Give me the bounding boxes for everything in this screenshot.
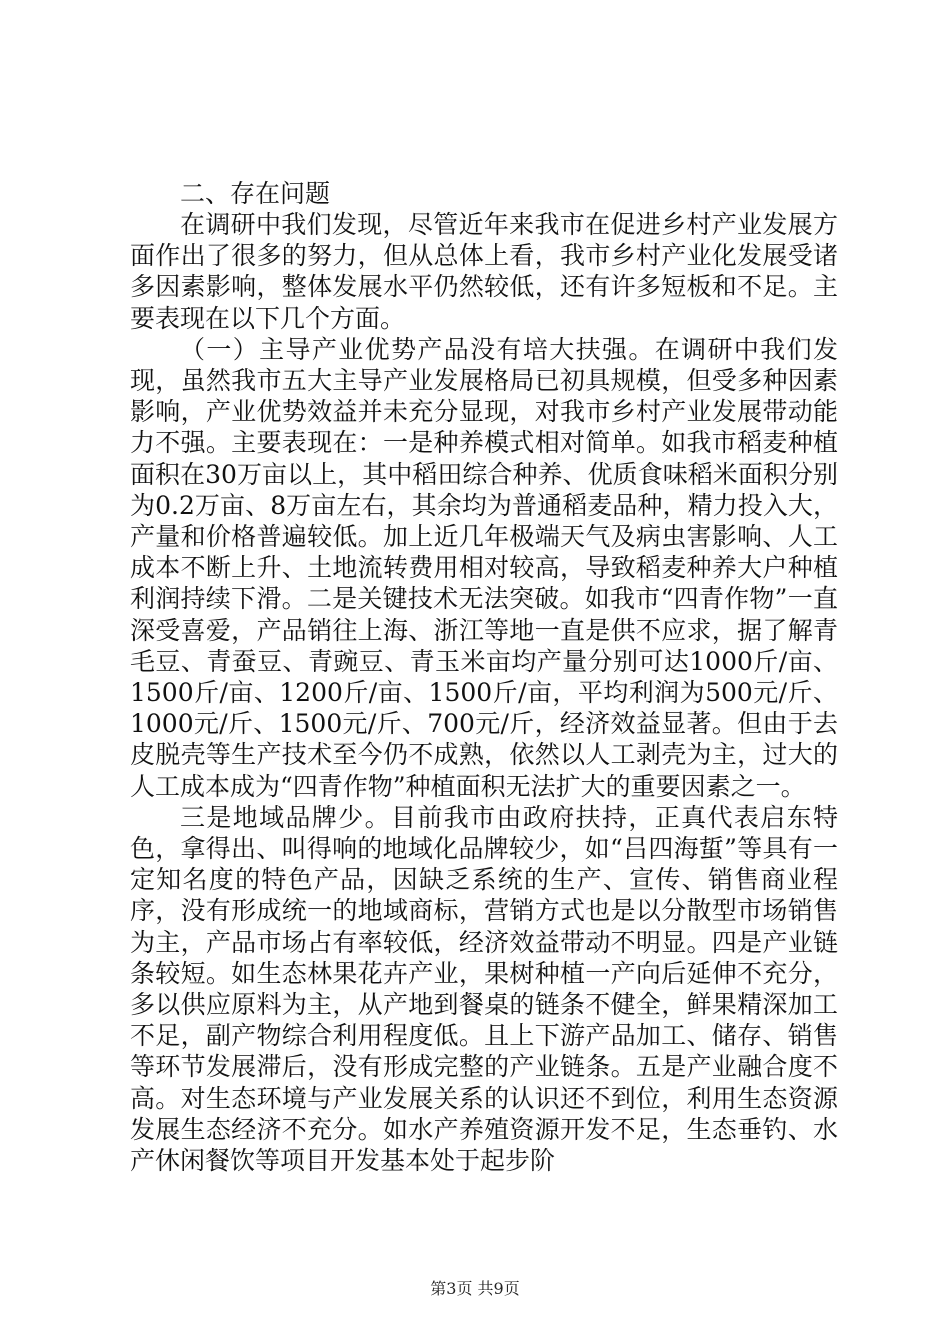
paragraph-continued: 三是地域品牌少。目前我市由政府扶持，正真代表启东特色，拿得出、叫得响的地域化品牌较少，如“吕四海蜇”等具有一定知名度的特色产品，因缺乏系统的生产、宣传、销售商业程序，没有形成统一的地域商标，营销方式也是以分散型市场销售为主，产品市场占有率较低，经济效益带动不明显。四是产业链条较短。如生态林果花卉产业，果树种植一产向后延伸不充分，多以供应原料为主，从产地到餐桌的链条不健全，鲜果精深加工不足，副产物综合利用程度低。且上下游产品加工、储存、销售等环节发展滞后，没有形成完整的产业链条。五是产业融合度不高。对生态环境与产业发展关系的认识还不到位，利用生态资源发展生态经济不充分。如水产养殖资源开发不足，生态垂钓、水产休闲餐饮等项目开发基本处于起步阶 bbox=[130, 802, 838, 1176]
page-footer: 第3页 共9页 bbox=[430, 1279, 520, 1298]
paragraph-intro: 在调研中我们发现，尽管近年来我市在促进乡村产业发展方面作出了很多的努力，但从总体上看，我市乡村产业化发展受诸多因素影响，整体发展水平仍然较低，还有许多短板和不足。主要表现在以下几个方面。 bbox=[130, 210, 838, 333]
document-body bbox=[130, 178, 838, 1176]
section-heading: 二、存在问题 bbox=[180, 179, 331, 208]
paragraph-section-one: （一）主导产业优势产品没有培大扶强。在调研中我们发现，虽然我市五大主导产业发展格局已初具规模，但受多种因素影响，产业优势效益并未充分显现，对我市乡村产业发展带动能力不强。主要表现在：一是种养模式相对简单。如我市稻麦种植面积在30万亩以上，其中稻田综合种养、优质食味稻米面积分别为0.2万亩、8万亩左右，其余均为普通稻麦品种，精力投入大，产量和价格普遍较低。加上近几年极端天气及病虫害影响、人工成本不断上升、土地流转费用相对较高，导致稻麦种养大户种植利润持续下滑。二是关键技术无法突破。如我市“四青作物”一直深受喜爱，产品销往上海、浙江等地一直是供不应求，据了解青毛豆、青蚕豆、青豌豆、青玉米亩均产量分别可达1000斤/亩、1500斤/亩、1200斤/亩、1500斤/亩，平均利润为500元/斤、1000元/斤、1500元/斤、700元/斤，经济效益显著。但由于去皮脱壳等生产技术至今仍不成熟，依然以人工剥壳为主，过大的人工成本成为“四青作物”种植面积无法扩大的重要因素之一。 bbox=[130, 334, 838, 801]
